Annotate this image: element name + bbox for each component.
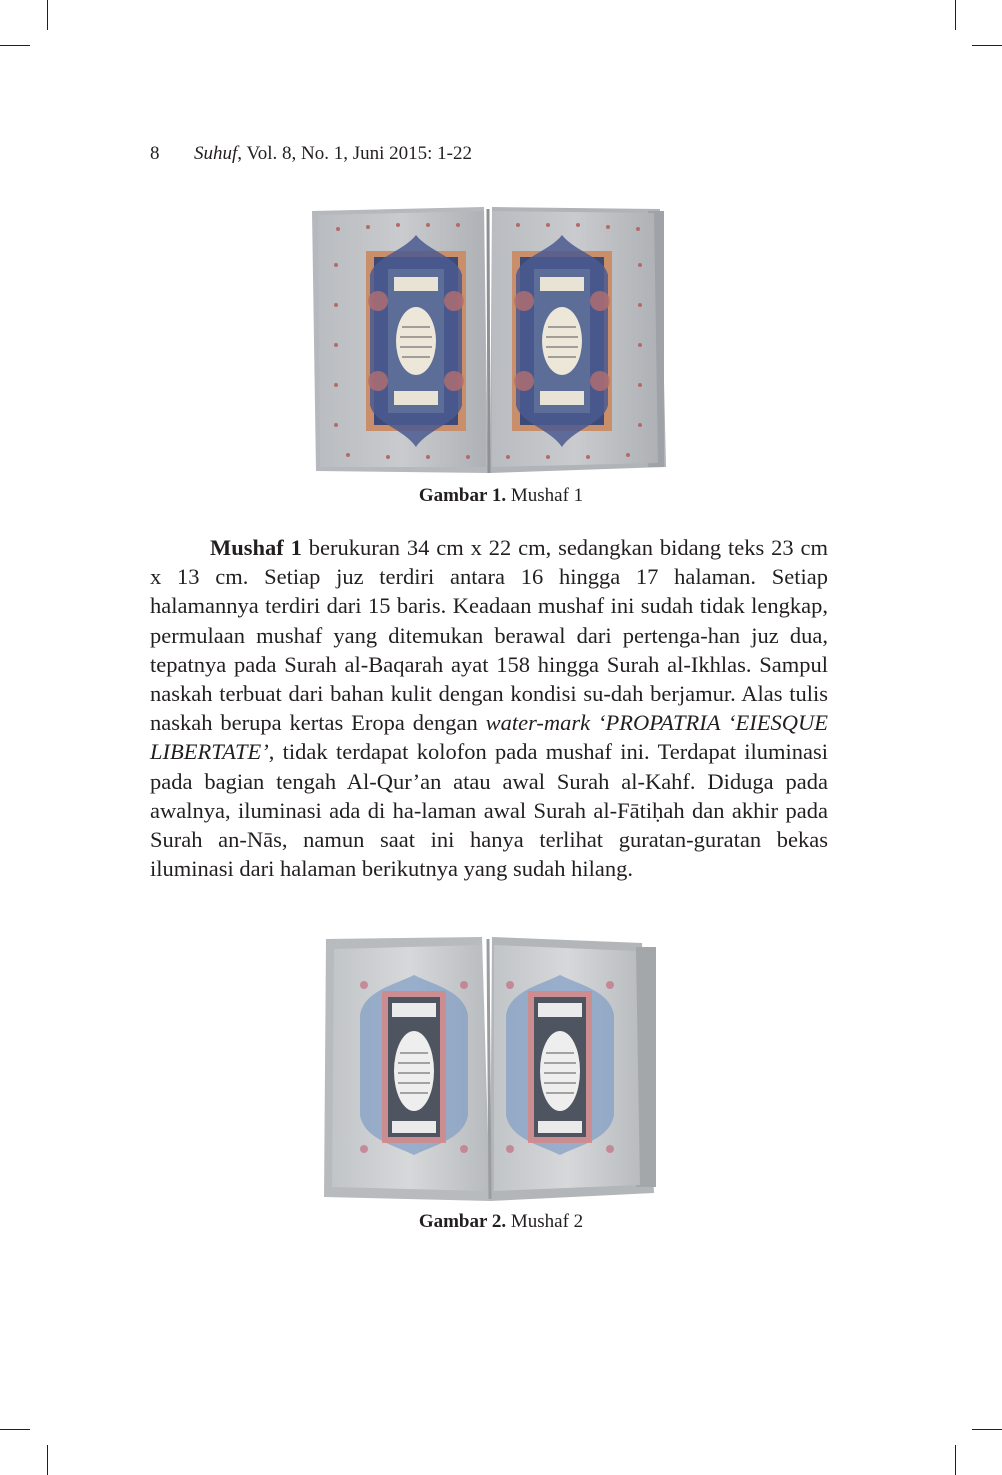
- journal-name: Suhuf: [194, 143, 238, 164]
- crop-mark: [955, 1445, 956, 1475]
- paragraph-part-1: berukuran 34 cm x 22 cm, sedangkan bidang teks 23 cm x 13 cm. Setiap juz terdiri antara 16 hingga 17 halaman. Setiap halamannya terdiri dari 15 baris. Keadaan mushaf ini sudah tidak lengkap, permulaan mushaf yang ditemukan berawal dari pertenga-han juz dua, tepatnya pada Surah al-Baqarah ayat 158 hingga Surah al-Ikhlas. Sampul naskah terbuat dari bahan kulit dengan kondisi su-dah berjamur. Alas tulis naskah berupa kertas Eropa dengan: [150, 535, 828, 736]
- figure-2-caption-text: Mushaf 2: [506, 1211, 584, 1232]
- figure-2-image: [324, 935, 660, 1201]
- paragraph-part-2: , tidak terdapat kolofon pada mushaf ini. Terdapat iluminasi pada bagian tengah Al-Qur’an atau awal Surah al-Kahf. Diduga pada awalnya, iluminasi ada di ha-laman awal Surah al-Fātiḥah dan akhir pada Surah an-Nās, namun saat ini hanya terlihat guratan-guratan bekas iluminasi dari halaman berikutnya yang sudah hilang.: [150, 739, 828, 882]
- crop-mark: [955, 0, 956, 30]
- mushaf-1-photo: [308, 205, 670, 477]
- figure-2-caption: [0, 1211, 1002, 1233]
- crop-mark: [0, 1429, 30, 1430]
- crop-mark: [0, 45, 30, 46]
- figure-1-caption-text: Mushaf 1: [506, 485, 584, 506]
- paragraph-lead: Mushaf 1: [210, 535, 302, 560]
- body-paragraph: [150, 533, 828, 883]
- running-header: [150, 143, 472, 165]
- journal-citation: , Vol. 8, No. 1, Juni 2015: 1-22: [237, 143, 472, 164]
- crop-mark: [972, 1429, 1002, 1430]
- crop-mark: [47, 1445, 48, 1475]
- paragraph-mushaf-1: [150, 533, 828, 883]
- figure-1-caption-label: Gambar 1.: [418, 485, 507, 506]
- figure-2-caption-label: Gambar 2.: [418, 1211, 507, 1232]
- crop-mark: [47, 0, 48, 30]
- page-number: 8: [150, 143, 160, 164]
- figure-1-caption: [0, 485, 1002, 507]
- figure-1-image: [308, 205, 670, 477]
- crop-mark: [972, 45, 1002, 46]
- mushaf-2-photo: [324, 935, 660, 1201]
- paragraph-watermark-italic: water-mark ‘PROPATRIA ‘EIESQUE LIBERTATE’: [150, 710, 828, 765]
